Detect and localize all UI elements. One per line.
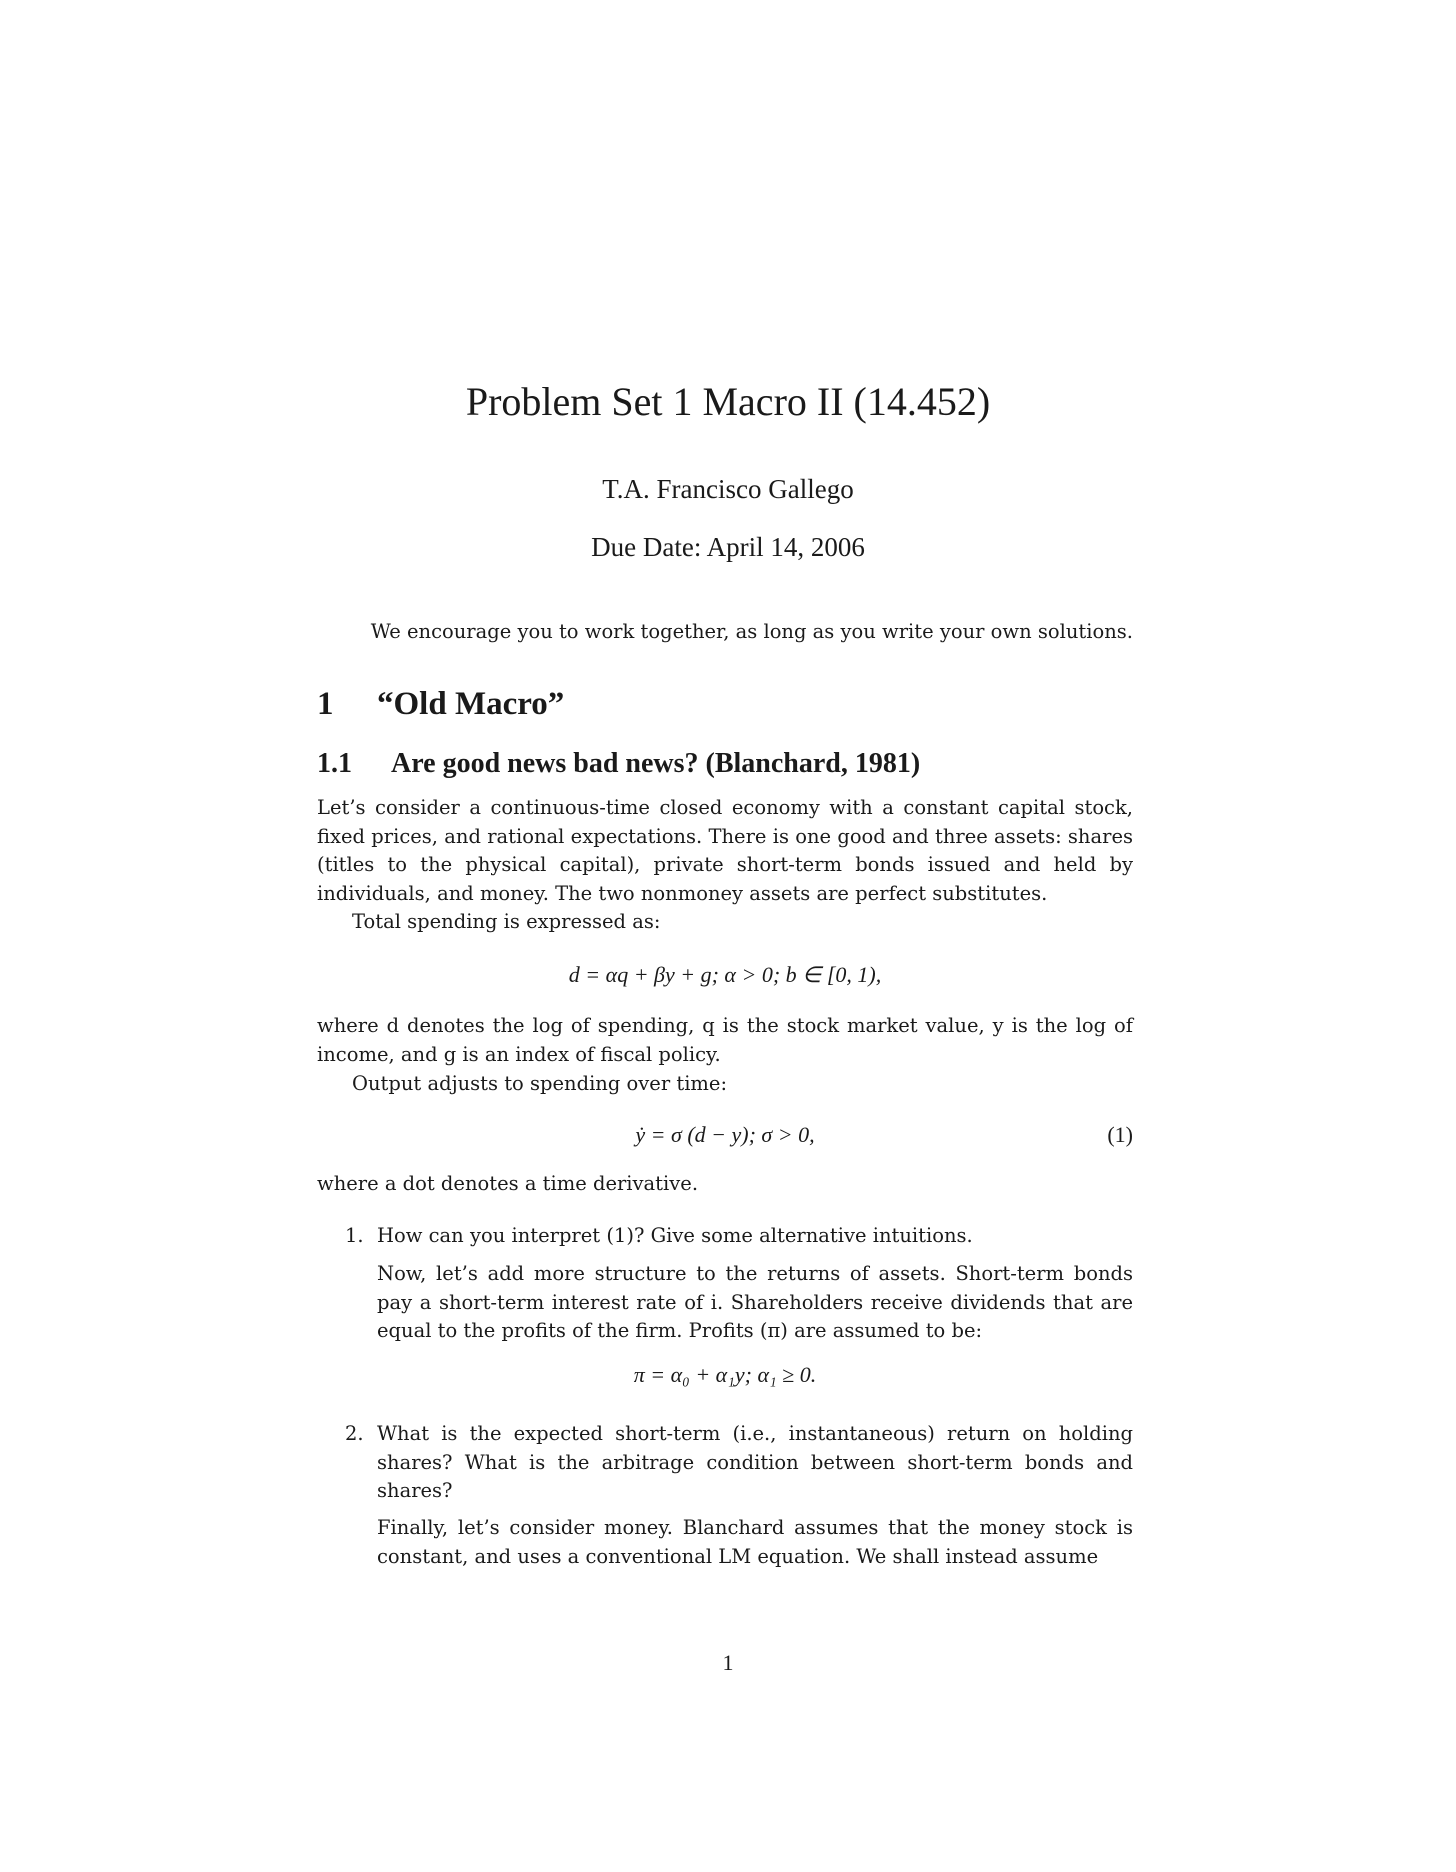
paragraph-dot-note: where a dot denotes a time derivative.: [317, 1172, 699, 1195]
item-number: 2.: [345, 1422, 364, 1445]
question-text: What is the expected short-term (i.e., instantaneous) return on holding shares? What is the arbitrage condition between short-term bonds and shares?: [377, 1422, 1133, 1502]
subsection-heading: [317, 746, 920, 782]
item-number: 1.: [345, 1224, 364, 1247]
equation-output: ẏ = σ (d − y); σ > 0,: [635, 1122, 815, 1147]
question-text: How can you interpret (1)? Give some alternative intuitions.: [377, 1224, 973, 1247]
subsection-number: 1.1: [317, 748, 352, 779]
followup-text: Finally, let’s consider money. Blanchard assumes that the money stock is constant, and uses a conventional LM equation. We shall instead assume: [377, 1516, 1133, 1568]
page-number: 1: [722, 1650, 734, 1675]
equation-spending: d = αq + βy + g; α > 0; b ∈ [0, 1),: [568, 962, 882, 987]
intro-text: We encourage you to work together, as long as you write your own solutions.: [370, 620, 1133, 643]
section-number: 1: [317, 686, 334, 722]
section-heading: [317, 684, 564, 724]
paragraph-output-intro: Output adjusts to spending over time:: [352, 1072, 728, 1095]
author-line: T.A. Francisco Gallego: [602, 474, 854, 504]
equation-profits: π = α₀ + α₁y; α₁ ≥ 0.: [633, 1362, 817, 1387]
paragraph-spending-intro: Total spending is expressed as:: [352, 910, 661, 933]
paragraph-definitions: where d denotes the log of spending, q is the stock market value, y is the log of income, and g is an index of fiscal policy.: [317, 1014, 1133, 1066]
equation-label: (1): [1107, 1122, 1133, 1147]
paragraph-economy: Let’s consider a continuous-time closed economy with a constant capital stock, fixed prices, and rational expectations. There is one good and three assets: shares (titles to the physical capital), private short-term bonds issued and held by individuals, and money. The two nonmoney assets are perfect substitutes.: [317, 796, 1133, 905]
section-title: “Old Macro”: [377, 686, 565, 722]
due-date: Due Date: April 14, 2006: [591, 532, 865, 562]
document-title: Problem Set 1 Macro II (14.452): [465, 379, 991, 424]
followup-text: Now, let’s add more structure to the returns of assets. Short-term bonds pay a short-term interest rate of i. Shareholders receive dividends that are equal to the profits of the firm. Profits (π) are assumed to be:: [377, 1262, 1133, 1342]
subsection-title: Are good news bad news? (Blanchard, 1981): [391, 748, 921, 779]
